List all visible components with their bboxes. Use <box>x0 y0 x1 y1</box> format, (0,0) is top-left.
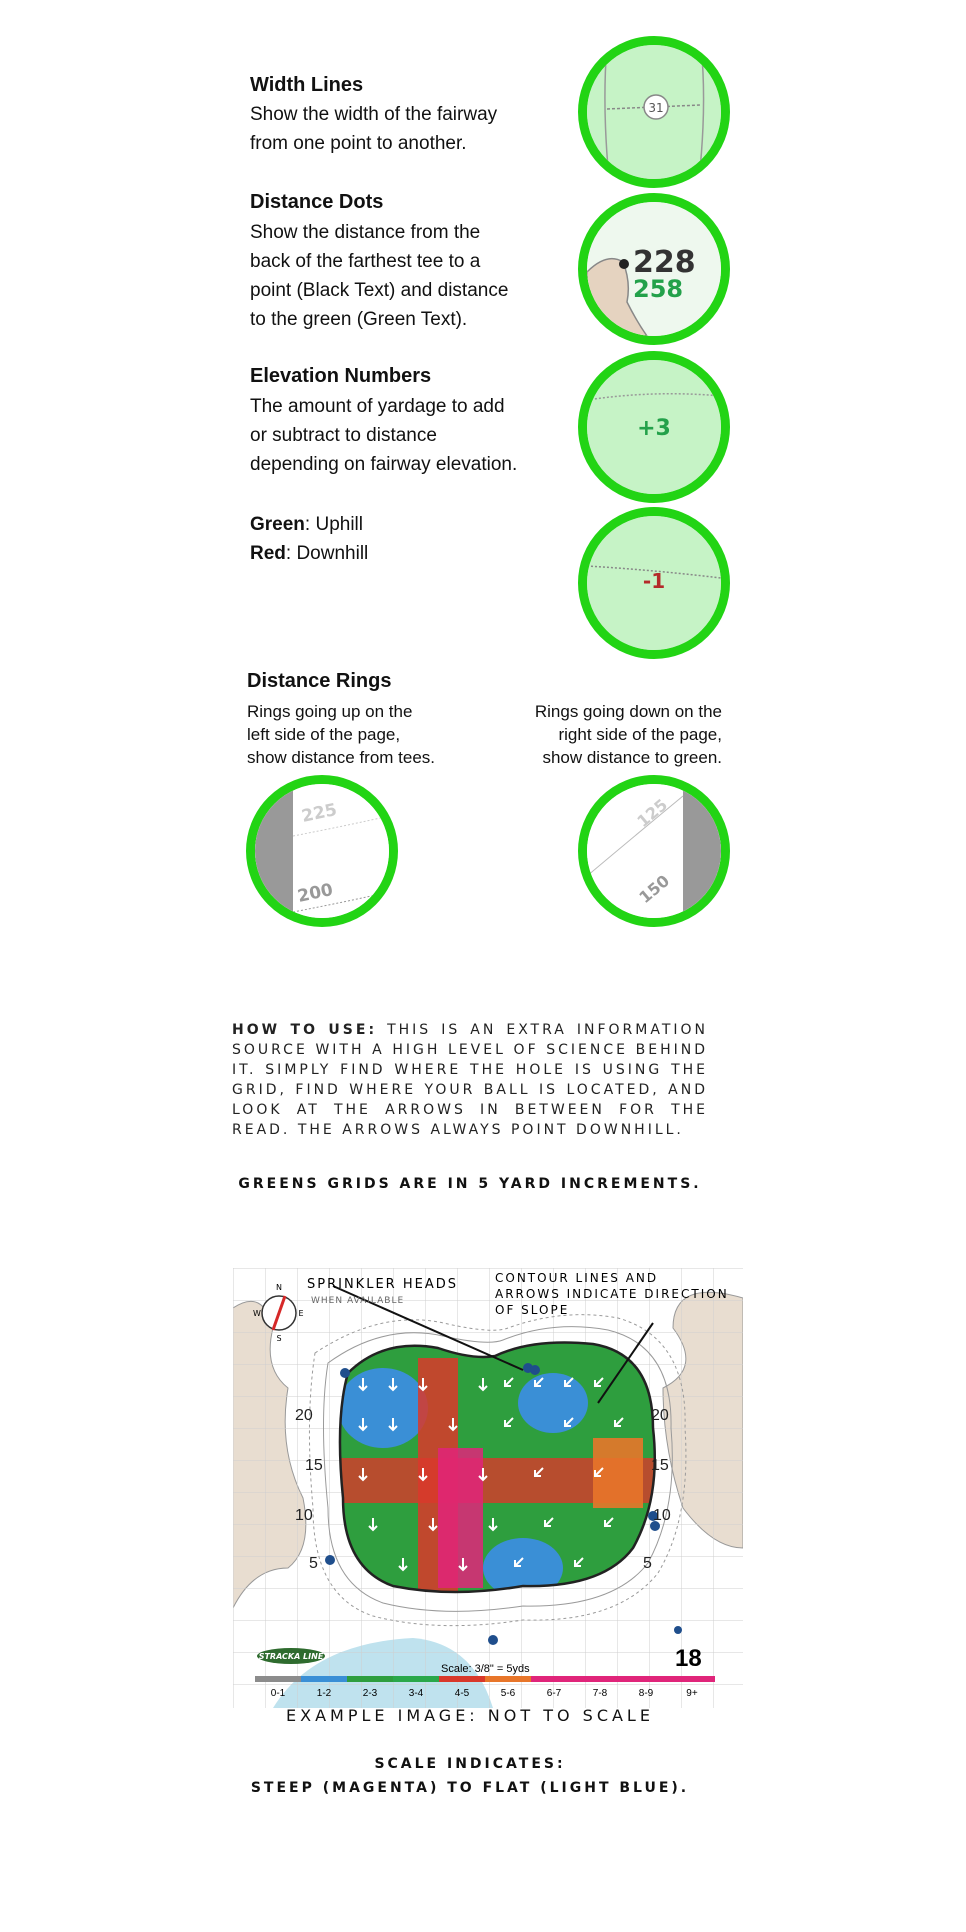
legend-swatch <box>439 1676 485 1682</box>
distance-dots-description: Show the distance from the back of the farthest tee to a point (Black Text) and distance to the green (Green Text). <box>250 222 509 330</box>
distance-rings-title: Distance Rings <box>247 670 392 692</box>
rings-left-description: Rings going up on the left side of the page, show distance from tees. <box>247 702 436 767</box>
legend-label: 5-6 <box>500 1688 516 1699</box>
legend-swatch <box>347 1676 393 1682</box>
width-lines-description: Show the width of the fairway from one point to another. <box>250 104 498 154</box>
legend-swatch <box>485 1676 531 1682</box>
green-map <box>233 1268 743 1708</box>
legend-swatch <box>301 1676 347 1682</box>
distance-green-value: 258 <box>633 275 684 303</box>
elevation-title: Elevation Numbers <box>250 365 432 387</box>
stracka-logo <box>257 1648 325 1664</box>
legend-label: 2-3 <box>362 1688 378 1699</box>
how-to-use-label: HOW TO USE: <box>232 1022 378 1038</box>
hole-number: 18 <box>675 1645 702 1672</box>
downhill-value: -1 <box>642 569 666 593</box>
distance-dots-title: Distance Dots <box>250 191 384 213</box>
example-note: EXAMPLE IMAGE: NOT TO SCALE <box>286 1706 654 1725</box>
scale-note-body: STEEP (MAGENTA) TO FLAT (LIGHT BLUE). <box>250 1780 690 1796</box>
downhill-circle <box>578 507 730 659</box>
tee-ring-200: 200 <box>295 879 335 907</box>
contour-label-3: OF SLOPE <box>495 1303 570 1317</box>
uphill-circle <box>578 351 730 503</box>
legend-label: 4-5 <box>454 1688 470 1699</box>
width-lines-circle <box>578 36 730 188</box>
svg-text:E: E <box>298 1309 304 1318</box>
grid-note: GREENS GRIDS ARE IN 5 YARD INCREMENTS. <box>238 1176 702 1192</box>
grid-label-right-10: 10 <box>653 1507 671 1524</box>
grid-label-left-5: 5 <box>309 1555 318 1572</box>
grid-label-left-20: 20 <box>295 1407 313 1424</box>
svg-text:STRACKA LINE: STRACKA LINE <box>258 1652 324 1661</box>
grid-label-right-5: 5 <box>643 1555 652 1572</box>
legend-label: 9+ <box>686 1688 698 1699</box>
width-lines-illustration <box>587 45 721 179</box>
elevation-legend: Green: Uphill Red: Downhill <box>250 514 369 564</box>
contour-label-1: CONTOUR LINES AND <box>495 1271 659 1285</box>
legend-swatch <box>255 1676 301 1682</box>
width-lines-title: Width Lines <box>250 74 364 96</box>
legend-label: 1-2 <box>316 1688 332 1699</box>
uphill-value: +3 <box>637 416 671 441</box>
width-marker: 31 <box>648 101 664 115</box>
green-ring-125: 125 <box>633 795 672 832</box>
green-ring-150: 150 <box>635 871 674 908</box>
sprinkler-sublabel: WHEN AVAILABLE <box>311 1296 405 1306</box>
grid-label-left-15: 15 <box>305 1457 323 1474</box>
legend-label: 6-7 <box>546 1688 562 1699</box>
tee-rings-circle <box>246 775 398 927</box>
sprinkler-label: SPRINKLER HEADS <box>307 1277 458 1292</box>
grid-label-right-20: 20 <box>651 1407 669 1424</box>
how-to-use-text <box>232 1020 708 1140</box>
rings-right-description: Rings going down on the right side of the page, show distance to green. <box>534 702 722 767</box>
grid-label-left-10: 10 <box>295 1507 313 1524</box>
svg-text:S: S <box>276 1334 282 1343</box>
grid-label-right-15: 15 <box>651 1457 669 1474</box>
legend-swatch <box>577 1676 623 1682</box>
legend-swatch <box>669 1676 715 1682</box>
legend-swatch <box>531 1676 577 1682</box>
tee-ring-225: 225 <box>299 799 339 827</box>
green-rings-circle <box>578 775 730 927</box>
legend-label: 8-9 <box>638 1688 654 1699</box>
svg-text:W: W <box>253 1309 261 1318</box>
map-scale-text: Scale: 3/8" = 5yds <box>441 1663 530 1675</box>
how-to-use-body: THIS IS AN EXTRA INFORMATION SOURCE WITH A HIGH LEVEL OF SCIENCE BEHIND IT. SIMPLY FIND WHERE THE HOLE IS USING THE GRID, FIND WHERE YOUR BALL IS LOCATED, AND LOOK AT THE ARROWS IN BETWEEN FOR THE READ. THE ARROWS ALWAYS POINT DOWNHILL. <box>232 1022 709 1138</box>
distance-black-value: 228 <box>633 245 696 280</box>
legend-swatch <box>393 1676 439 1682</box>
contour-label-2: ARROWS INDICATE DIRECTION <box>495 1287 729 1301</box>
elevation-description: The amount of yardage to add or subtract to distance depending on fairway elevation. <box>250 396 518 475</box>
scale-note-title: SCALE INDICATES: <box>374 1756 566 1772</box>
distance-dots-illustration <box>587 202 721 336</box>
legend-label: 3-4 <box>408 1688 424 1699</box>
distance-dots-circle <box>578 193 730 345</box>
legend-swatch <box>623 1676 669 1682</box>
legend-label: 7-8 <box>592 1688 608 1699</box>
green-map-graphic <box>233 1268 743 1708</box>
legend-label: 0-1 <box>270 1688 286 1699</box>
svg-text:N: N <box>276 1283 282 1292</box>
